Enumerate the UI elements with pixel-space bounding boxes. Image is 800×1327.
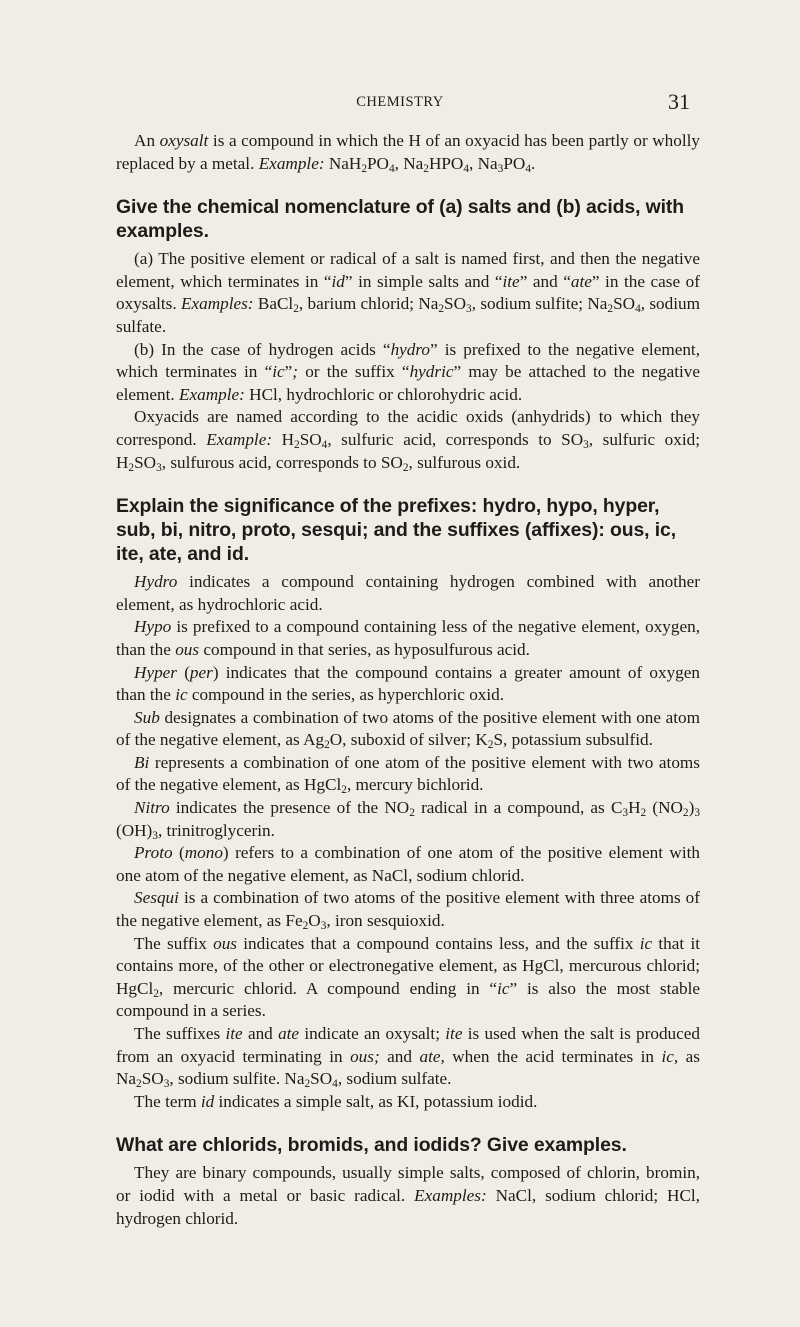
paragraph: Hyper (per) indicates that the compound contains a greater amount of oxygen than the ic compound in the series, as hyperchloric oxid. bbox=[116, 662, 700, 705]
section-chlorids bbox=[116, 1133, 700, 1230]
paragraph: Proto (mono) refers to a combination of one atom of the positive element with one atom of the negative element, as NaCl, sodium chlorid. bbox=[116, 843, 700, 885]
section-nomenclature bbox=[116, 195, 700, 474]
paragraph: Hypo is prefixed to a compound containing less of the negative element, oxygen, than the ous compound in that series, as hyposulfurous acid. bbox=[116, 617, 700, 659]
paragraph: An oxysalt is a compound in which the H of an oxyacid has been partly or wholly replaced by a metal. Example: $NaH_2PO_4$, $Na_2HPO_4$, $Na_3PO_4$. bbox=[116, 131, 700, 175]
paragraph: (a) The positive element or radical of a salt is named first, and then the negative element, which terminates in “id” in simple salts and “ite” and “ate” in the case of oxysalts. Examples: BaCl$_2$, barium chlorid; $Na_2SO_3$, sodium sulfite; $Na_2SO_4$, sodium sulfate. bbox=[116, 249, 700, 336]
paragraph: The term id indicates a simple salt, as KI, potassium iodid. bbox=[134, 1091, 538, 1111]
page-number: 31 bbox=[668, 89, 690, 114]
paragraph: They are binary compounds, usually simple salts, composed of chlorin, bromin, or iodid with a metal or basic radical. Examples: NaCl, sodium chlorid; HCl, hydrogen chlorid. bbox=[116, 1163, 700, 1228]
running-head bbox=[0, 89, 800, 116]
running-title: CHEMISTRY bbox=[356, 94, 444, 110]
paragraph: Nitro indicates the presence of the $NO_2$ radical in a compound, as $C_3H_2$ $(NO_2)_3$ $(OH)_3$, trinitroglycerin. bbox=[116, 798, 700, 842]
paragraph: (b) In the case of hydrogen acids “hydro” is prefixed to the negative element, which terminates in “ic”; or the suffix “hydric” may be attached to the negative element. Example: HCl, hydrochloric or chlorohydric acid. bbox=[116, 339, 701, 404]
paragraph: Sesqui is a combination of two atoms of the positive element with three atoms of the negative element, as $Fe_2O_3$, iron sesquioxid. bbox=[116, 888, 700, 932]
paragraph: Bi represents a combination of one atom of the positive element with two atoms of the negative element, as HgCl$_2$, mercury bichlorid. bbox=[116, 752, 700, 797]
section-oxysalt bbox=[116, 130, 700, 175]
section-prefixes-suffixes bbox=[116, 494, 700, 1113]
paragraph: Oxyacids are named according to the acidic oxids (anhydrids) to which they correspond. Example: $H_2SO_4$, sulfuric acid, corresponds to $SO_3$, sulfuric oxid; $H_2SO_3$, sulfurous acid, corresponds to $SO_2$, sulfurous oxid. bbox=[116, 407, 700, 474]
paragraph: The suffix ous indicates that a compound contains less, and the suffix ic that it contains more, of the other or electronegative element, as HgCl, mercurous chlorid; HgCl$_2$, mercuric chlorid. A compound ending in “ic” is also the most stable compound in a series. bbox=[116, 933, 701, 1021]
paragraph: Hydro indicates a compound containing hydrogen combined with another element, as hydrochloric acid. bbox=[116, 572, 700, 614]
question-heading: What are chlorids, bromids, and iodids? Give examples. bbox=[116, 1134, 627, 1157]
paragraph: The suffixes ite and ate indicate an oxysalt; ite is used when the salt is produced from an oxyacid terminating in ous; and ate, when the acid terminates in ic, as $Na_2SO_3$, sodium sulfite. $Na_2SO_4$, sodium sulfate. bbox=[116, 1024, 700, 1091]
question-heading: Give the chemical nomenclature of (a) salts and (b) acids, with examples. bbox=[116, 196, 685, 243]
question-heading: Explain the significance of the prefixes: hydro, hypo, hyper, sub, bi, nitro, proto, sesqui; and the suffixes (affixes): ous, ic, ite, ate, and id. bbox=[116, 495, 677, 566]
page-body bbox=[116, 130, 700, 1230]
paragraph: Sub designates a combination of two atoms of the positive element with one atom of the negative element, as $Ag_2O$, suboxid of silver; $K_2S$, potassium subsulfid. bbox=[116, 707, 700, 752]
